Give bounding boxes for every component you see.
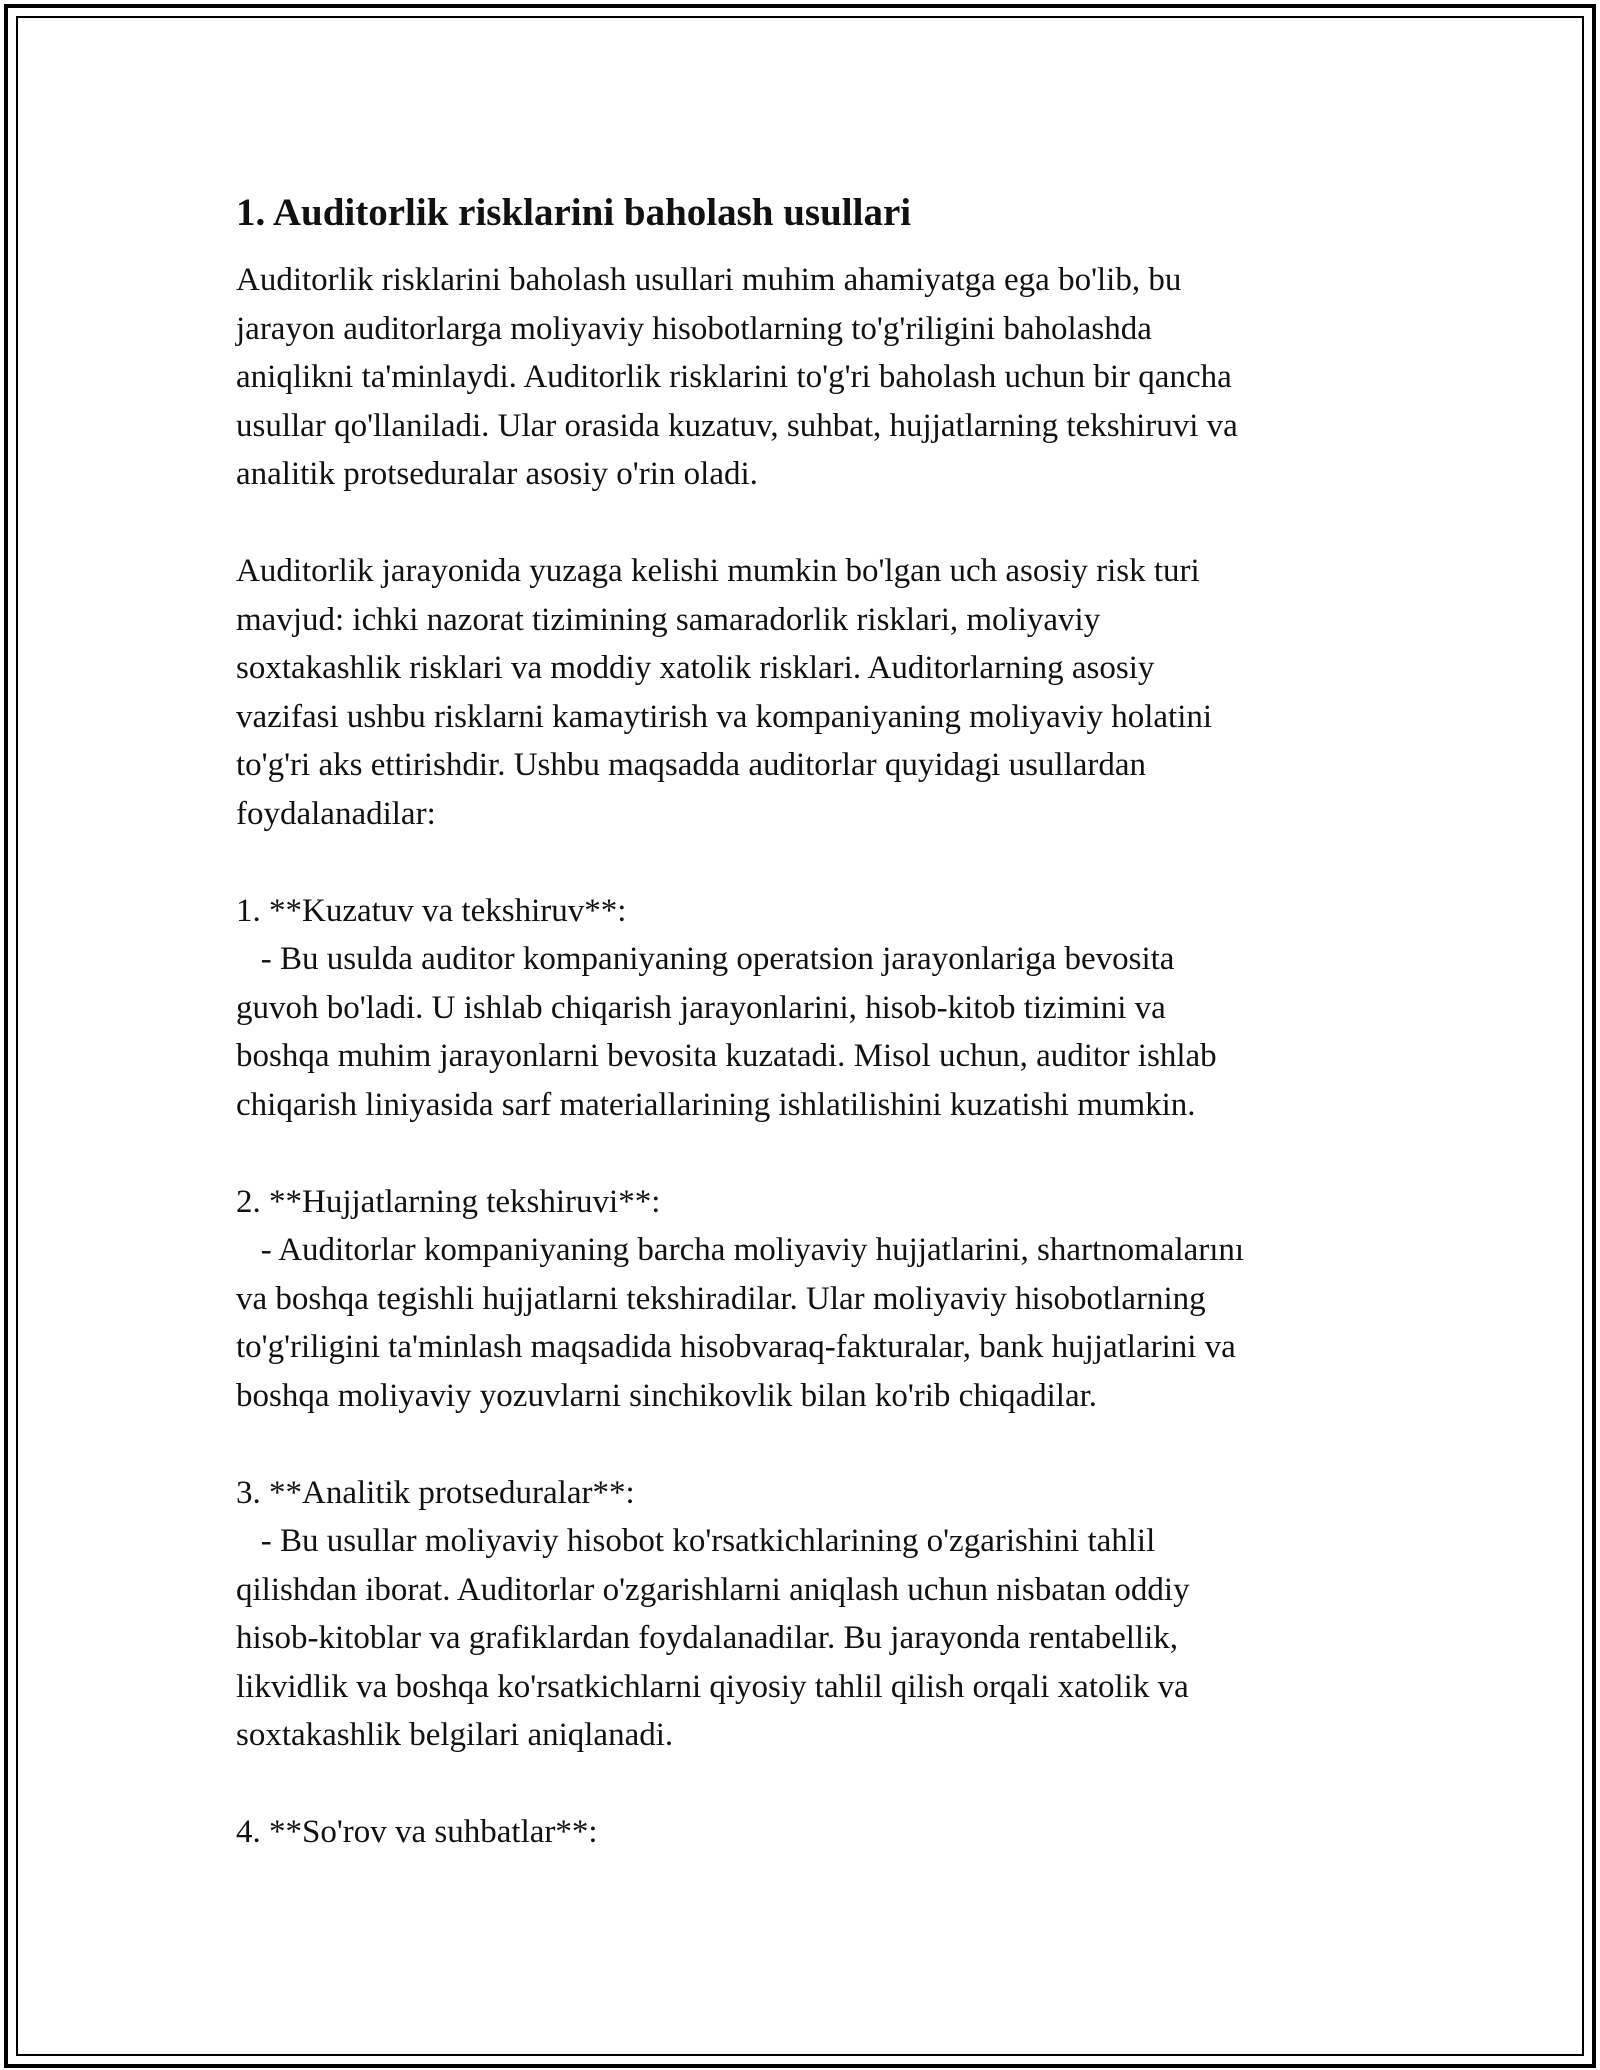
paragraph-gap bbox=[236, 1129, 1376, 1178]
list-item-heading: 2. **Hujjatlarning tekshiruvi**: bbox=[236, 1183, 661, 1220]
list-item-heading: 1. **Kuzatuv va tekshiruv**: bbox=[236, 892, 627, 929]
paragraph-gap bbox=[236, 499, 1376, 548]
paragraph-gap bbox=[236, 1420, 1376, 1469]
paragraph-gap bbox=[236, 838, 1376, 887]
section-title: 1. Auditorlik risklarini baholash usullari bbox=[236, 191, 912, 234]
list-item-body: - Auditorlar kompaniyaning barcha moliyaviy hujjatlarini, shartnomalarını va boshqa tegishli hujjatlarni tekshiradilar. Ular moliyaviy hisobotlarning to'g'riligini ta'minlash maqsadida hisobvaraq-fakturalar, bank hujjatlarini va boshqa moliyaviy yozuvlarni sinchikovlik bilan ko'rib chiqadilar. bbox=[236, 1232, 1245, 1414]
paragraph-intro: Auditorlik risklarini baholash usullari muhim ahamiyatga ega bo'lib, bu jarayon auditorlarga moliyaviy hisobotlarning to'g'riligini baholashda aniqlikni ta'minlaydi. Auditorlik risklarini to'g'ri baholash uchun bir qancha usullar qo'llaniladi. Ular orasida kuzatuv, suhbat, hujjatlarning tekshiruvi va analitik protseduralar asosiy o'rin oladi. bbox=[236, 262, 1238, 492]
paragraph-risk-types: Auditorlik jarayonida yuzaga kelishi mumkin bo'lgan uch asosiy risk turi mavjud: ichki nazorat tizimining samaradorlik risklari, moliyaviy soxtakashlik risklari va moddiy xatolik risklari. Auditorlarning asosiy vazifasi ushbu risklarni kamaytirish va kompaniyaning moliyaviy holatini to'g'ri aks ettirishdir. Ushbu maqsadda auditorlar quyidagi usullardan foydalanadilar: bbox=[236, 553, 1213, 832]
paragraph-gap bbox=[236, 1760, 1376, 1809]
list-item-body: - Bu usullar moliyaviy hisobot ko'rsatkichlarining o'zgarishini tahlil qilishdan iborat. Auditorlar o'zgarishlarni aniqlash uchun nisbatan oddiy hisob-kitoblar va grafiklardan foydalanadilar. Bu jarayonda rentabellik, likvidlik va boshqa ko'rsatkichlarni qiyosiy tahlil qilish orqali xatolik va soxtakashlik belgilari aniqlanadi. bbox=[236, 1523, 1190, 1753]
document-body bbox=[236, 188, 1376, 1857]
list-item-body: - Bu usulda auditor kompaniyaning operatsion jarayonlariga bevosita guvoh bo'ladi. U ishlab chiqarish jarayonlarini, hisob-kitob tizimini va boshqa muhim jarayonlarni bevosita kuzatadi. Misol uchun, auditor ishlab chiqarish liniyasida sarf materiallarining ishlatilishini kuzatishi mumkin. bbox=[236, 941, 1217, 1123]
list-item-heading: 4. **So'rov va suhbatlar**: bbox=[236, 1814, 598, 1850]
list-item-heading: 3. **Analitik protseduralar**: bbox=[236, 1474, 635, 1511]
